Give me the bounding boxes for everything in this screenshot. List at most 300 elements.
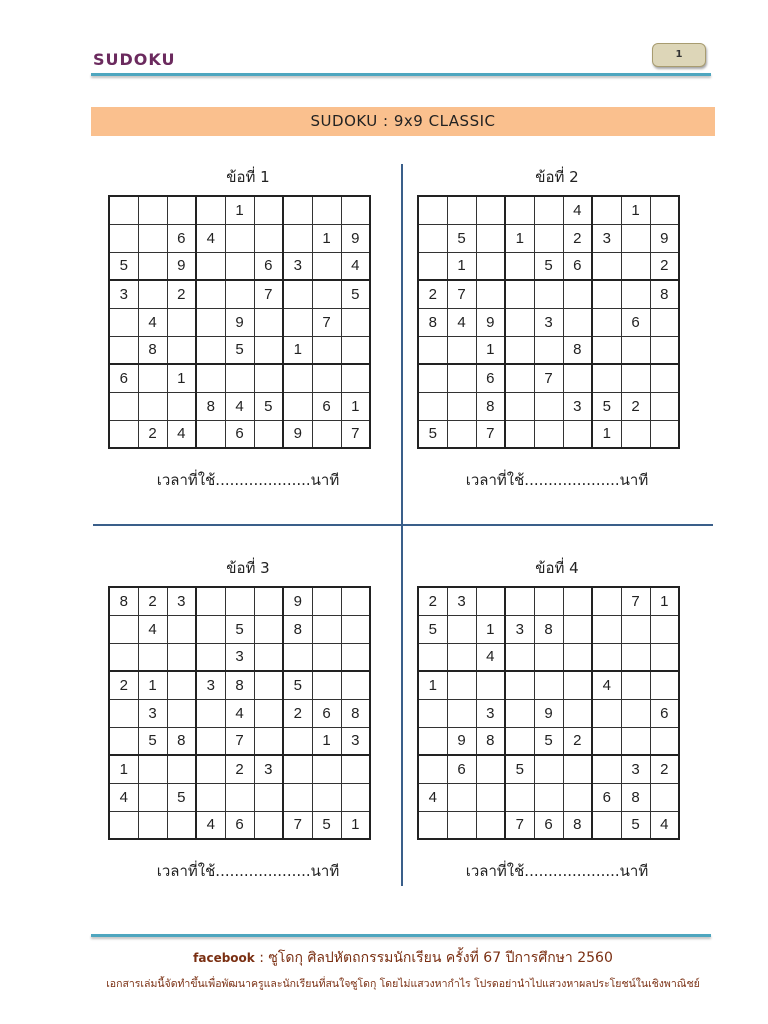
- grid-cell[interactable]: [476, 196, 505, 224]
- grid-cell[interactable]: [418, 224, 447, 252]
- grid-cell[interactable]: [196, 587, 225, 615]
- grid-cell[interactable]: [225, 224, 254, 252]
- grid-cell[interactable]: [283, 755, 312, 783]
- grid-cell[interactable]: [138, 783, 167, 811]
- grid-cell[interactable]: 7: [254, 280, 283, 308]
- grid-cell[interactable]: [225, 587, 254, 615]
- grid-cell[interactable]: 2: [621, 392, 650, 420]
- grid-cell[interactable]: [196, 755, 225, 783]
- grid-cell[interactable]: [476, 280, 505, 308]
- grid-cell[interactable]: 1: [341, 392, 370, 420]
- grid-cell[interactable]: [254, 671, 283, 699]
- grid-cell[interactable]: [167, 755, 196, 783]
- grid-cell[interactable]: [505, 699, 534, 727]
- grid-cell[interactable]: 8: [341, 699, 370, 727]
- grid-cell[interactable]: 6: [621, 308, 650, 336]
- grid-cell[interactable]: [476, 671, 505, 699]
- grid-cell[interactable]: [109, 224, 138, 252]
- grid-cell[interactable]: [505, 420, 534, 448]
- grid-cell[interactable]: 3: [341, 727, 370, 755]
- grid-cell[interactable]: [476, 587, 505, 615]
- grid-cell[interactable]: 3: [534, 308, 563, 336]
- grid-cell[interactable]: [592, 727, 621, 755]
- grid-cell[interactable]: 2: [650, 252, 679, 280]
- grid-cell[interactable]: [592, 811, 621, 839]
- grid-cell[interactable]: [341, 615, 370, 643]
- grid-cell[interactable]: [505, 727, 534, 755]
- grid-cell[interactable]: 5: [418, 420, 447, 448]
- grid-cell[interactable]: 9: [225, 308, 254, 336]
- grid-cell[interactable]: 2: [138, 587, 167, 615]
- grid-cell[interactable]: [534, 587, 563, 615]
- grid-cell[interactable]: [196, 420, 225, 448]
- grid-cell[interactable]: 5: [621, 811, 650, 839]
- grid-cell[interactable]: [505, 336, 534, 364]
- grid-cell[interactable]: [447, 336, 476, 364]
- grid-cell[interactable]: 6: [254, 252, 283, 280]
- grid-cell[interactable]: [109, 727, 138, 755]
- grid-cell[interactable]: 9: [283, 587, 312, 615]
- grid-cell[interactable]: [283, 783, 312, 811]
- grid-cell[interactable]: 4: [563, 196, 592, 224]
- grid-cell[interactable]: 5: [418, 615, 447, 643]
- grid-cell[interactable]: 2: [225, 755, 254, 783]
- grid-cell[interactable]: [621, 671, 650, 699]
- grid-cell[interactable]: [592, 196, 621, 224]
- grid-cell[interactable]: [254, 811, 283, 839]
- grid-cell[interactable]: 1: [225, 196, 254, 224]
- grid-cell[interactable]: [476, 755, 505, 783]
- grid-cell[interactable]: [592, 699, 621, 727]
- grid-cell[interactable]: [196, 308, 225, 336]
- grid-cell[interactable]: 2: [418, 280, 447, 308]
- grid-cell[interactable]: [167, 699, 196, 727]
- grid-cell[interactable]: 4: [138, 615, 167, 643]
- grid-cell[interactable]: 8: [563, 336, 592, 364]
- grid-cell[interactable]: [196, 196, 225, 224]
- grid-cell[interactable]: 3: [225, 643, 254, 671]
- grid-cell[interactable]: 5: [534, 252, 563, 280]
- grid-cell[interactable]: [254, 196, 283, 224]
- grid-cell[interactable]: 7: [505, 811, 534, 839]
- grid-cell[interactable]: 2: [563, 224, 592, 252]
- grid-cell[interactable]: 6: [109, 364, 138, 392]
- grid-cell[interactable]: [447, 420, 476, 448]
- grid-cell[interactable]: 4: [138, 308, 167, 336]
- grid-cell[interactable]: [592, 587, 621, 615]
- grid-cell[interactable]: [167, 308, 196, 336]
- grid-cell[interactable]: 5: [534, 727, 563, 755]
- grid-cell[interactable]: [650, 783, 679, 811]
- grid-cell[interactable]: [621, 615, 650, 643]
- grid-cell[interactable]: [563, 420, 592, 448]
- grid-cell[interactable]: [138, 224, 167, 252]
- grid-cell[interactable]: [167, 643, 196, 671]
- grid-cell[interactable]: [138, 252, 167, 280]
- grid-cell[interactable]: [621, 727, 650, 755]
- grid-cell[interactable]: [138, 755, 167, 783]
- grid-cell[interactable]: 8: [138, 336, 167, 364]
- grid-cell[interactable]: [341, 587, 370, 615]
- grid-cell[interactable]: [447, 811, 476, 839]
- grid-cell[interactable]: 8: [563, 811, 592, 839]
- grid-cell[interactable]: 8: [650, 280, 679, 308]
- grid-cell[interactable]: [650, 420, 679, 448]
- grid-cell[interactable]: [534, 196, 563, 224]
- grid-cell[interactable]: [447, 615, 476, 643]
- grid-cell[interactable]: [109, 392, 138, 420]
- grid-cell[interactable]: [476, 252, 505, 280]
- grid-cell[interactable]: [109, 643, 138, 671]
- grid-cell[interactable]: 1: [650, 587, 679, 615]
- grid-cell[interactable]: 4: [225, 699, 254, 727]
- grid-cell[interactable]: [418, 727, 447, 755]
- grid-cell[interactable]: 3: [476, 699, 505, 727]
- grid-cell[interactable]: [447, 783, 476, 811]
- grid-cell[interactable]: 3: [138, 699, 167, 727]
- grid-cell[interactable]: [283, 308, 312, 336]
- grid-cell[interactable]: [138, 643, 167, 671]
- grid-cell[interactable]: 1: [621, 196, 650, 224]
- grid-cell[interactable]: 6: [534, 811, 563, 839]
- grid-cell[interactable]: [283, 643, 312, 671]
- grid-cell[interactable]: 2: [563, 727, 592, 755]
- grid-cell[interactable]: 1: [447, 252, 476, 280]
- grid-cell[interactable]: [167, 196, 196, 224]
- grid-cell[interactable]: 3: [505, 615, 534, 643]
- grid-cell[interactable]: [312, 196, 341, 224]
- grid-cell[interactable]: 7: [447, 280, 476, 308]
- grid-cell[interactable]: [196, 783, 225, 811]
- grid-cell[interactable]: [109, 615, 138, 643]
- grid-cell[interactable]: [505, 196, 534, 224]
- grid-cell[interactable]: [592, 280, 621, 308]
- grid-cell[interactable]: [167, 615, 196, 643]
- grid-cell[interactable]: [534, 420, 563, 448]
- grid-cell[interactable]: 4: [225, 392, 254, 420]
- grid-cell[interactable]: [196, 336, 225, 364]
- grid-cell[interactable]: 4: [109, 783, 138, 811]
- grid-cell[interactable]: [621, 224, 650, 252]
- grid-cell[interactable]: 6: [225, 420, 254, 448]
- grid-cell[interactable]: [196, 280, 225, 308]
- grid-cell[interactable]: [167, 336, 196, 364]
- grid-cell[interactable]: [621, 643, 650, 671]
- grid-cell[interactable]: [563, 587, 592, 615]
- grid-cell[interactable]: [592, 615, 621, 643]
- grid-cell[interactable]: [341, 196, 370, 224]
- grid-cell[interactable]: 8: [418, 308, 447, 336]
- grid-cell[interactable]: 5: [283, 671, 312, 699]
- grid-cell[interactable]: [109, 699, 138, 727]
- grid-cell[interactable]: 5: [341, 280, 370, 308]
- grid-cell[interactable]: [621, 252, 650, 280]
- grid-cell[interactable]: [418, 252, 447, 280]
- grid-cell[interactable]: [341, 783, 370, 811]
- grid-cell[interactable]: [312, 755, 341, 783]
- grid-cell[interactable]: 9: [447, 727, 476, 755]
- grid-cell[interactable]: 5: [447, 224, 476, 252]
- grid-cell[interactable]: 9: [283, 420, 312, 448]
- grid-cell[interactable]: [563, 615, 592, 643]
- grid-cell[interactable]: 3: [196, 671, 225, 699]
- grid-cell[interactable]: [650, 308, 679, 336]
- grid-cell[interactable]: [447, 643, 476, 671]
- grid-cell[interactable]: [592, 643, 621, 671]
- grid-cell[interactable]: 6: [650, 699, 679, 727]
- grid-cell[interactable]: [476, 811, 505, 839]
- grid-cell[interactable]: 3: [592, 224, 621, 252]
- grid-cell[interactable]: [196, 615, 225, 643]
- grid-cell[interactable]: 4: [418, 783, 447, 811]
- grid-cell[interactable]: 3: [621, 755, 650, 783]
- grid-cell[interactable]: 9: [476, 308, 505, 336]
- grid-cell[interactable]: 3: [167, 587, 196, 615]
- grid-cell[interactable]: 5: [225, 615, 254, 643]
- grid-cell[interactable]: 3: [254, 755, 283, 783]
- grid-cell[interactable]: 4: [447, 308, 476, 336]
- grid-cell[interactable]: [563, 783, 592, 811]
- grid-cell[interactable]: 5: [505, 755, 534, 783]
- grid-cell[interactable]: [447, 364, 476, 392]
- grid-cell[interactable]: 5: [592, 392, 621, 420]
- grid-cell[interactable]: [563, 755, 592, 783]
- grid-cell[interactable]: 3: [283, 252, 312, 280]
- grid-cell[interactable]: [167, 392, 196, 420]
- grid-cell[interactable]: [563, 671, 592, 699]
- grid-cell[interactable]: [225, 783, 254, 811]
- grid-cell[interactable]: 8: [283, 615, 312, 643]
- grid-cell[interactable]: [534, 280, 563, 308]
- grid-cell[interactable]: 3: [109, 280, 138, 308]
- grid-cell[interactable]: [312, 671, 341, 699]
- grid-cell[interactable]: 6: [592, 783, 621, 811]
- grid-cell[interactable]: 8: [476, 727, 505, 755]
- grid-cell[interactable]: [592, 364, 621, 392]
- grid-cell[interactable]: 1: [476, 336, 505, 364]
- grid-cell[interactable]: 5: [312, 811, 341, 839]
- grid-cell[interactable]: [592, 755, 621, 783]
- grid-cell[interactable]: [447, 671, 476, 699]
- grid-cell[interactable]: [283, 392, 312, 420]
- grid-cell[interactable]: 8: [476, 392, 505, 420]
- grid-cell[interactable]: [592, 336, 621, 364]
- grid-cell[interactable]: [505, 364, 534, 392]
- grid-cell[interactable]: [650, 727, 679, 755]
- grid-cell[interactable]: 1: [418, 671, 447, 699]
- grid-cell[interactable]: [534, 392, 563, 420]
- grid-cell[interactable]: [650, 671, 679, 699]
- grid-cell[interactable]: 1: [283, 336, 312, 364]
- grid-cell[interactable]: [254, 699, 283, 727]
- grid-cell[interactable]: 9: [341, 224, 370, 252]
- grid-cell[interactable]: [592, 308, 621, 336]
- grid-cell[interactable]: [312, 783, 341, 811]
- grid-cell[interactable]: [447, 196, 476, 224]
- grid-cell[interactable]: 5: [109, 252, 138, 280]
- grid-cell[interactable]: 9: [534, 699, 563, 727]
- grid-cell[interactable]: 1: [592, 420, 621, 448]
- grid-cell[interactable]: [254, 364, 283, 392]
- grid-cell[interactable]: 7: [283, 811, 312, 839]
- grid-cell[interactable]: 5: [254, 392, 283, 420]
- grid-cell[interactable]: [341, 336, 370, 364]
- grid-cell[interactable]: [196, 252, 225, 280]
- grid-cell[interactable]: 8: [534, 615, 563, 643]
- grid-cell[interactable]: [476, 224, 505, 252]
- grid-cell[interactable]: [196, 727, 225, 755]
- grid-cell[interactable]: [254, 587, 283, 615]
- grid-cell[interactable]: [254, 643, 283, 671]
- grid-cell[interactable]: [418, 699, 447, 727]
- grid-cell[interactable]: 2: [650, 755, 679, 783]
- grid-cell[interactable]: [283, 224, 312, 252]
- grid-cell[interactable]: [476, 783, 505, 811]
- grid-cell[interactable]: [283, 364, 312, 392]
- grid-cell[interactable]: 6: [167, 224, 196, 252]
- grid-cell[interactable]: [138, 811, 167, 839]
- grid-cell[interactable]: 9: [167, 252, 196, 280]
- grid-cell[interactable]: 4: [196, 224, 225, 252]
- grid-cell[interactable]: [650, 196, 679, 224]
- grid-cell[interactable]: [138, 364, 167, 392]
- grid-cell[interactable]: [341, 364, 370, 392]
- grid-cell[interactable]: [534, 671, 563, 699]
- grid-cell[interactable]: [534, 224, 563, 252]
- grid-cell[interactable]: [621, 364, 650, 392]
- grid-cell[interactable]: [196, 364, 225, 392]
- grid-cell[interactable]: 1: [138, 671, 167, 699]
- grid-cell[interactable]: 2: [167, 280, 196, 308]
- grid-cell[interactable]: [621, 336, 650, 364]
- grid-cell[interactable]: 4: [476, 643, 505, 671]
- grid-cell[interactable]: [505, 308, 534, 336]
- grid-cell[interactable]: [534, 783, 563, 811]
- grid-cell[interactable]: 1: [476, 615, 505, 643]
- grid-cell[interactable]: 7: [534, 364, 563, 392]
- grid-cell[interactable]: 7: [476, 420, 505, 448]
- grid-cell[interactable]: 7: [312, 308, 341, 336]
- grid-cell[interactable]: [283, 727, 312, 755]
- grid-cell[interactable]: [196, 699, 225, 727]
- grid-cell[interactable]: 9: [650, 224, 679, 252]
- grid-cell[interactable]: [138, 280, 167, 308]
- grid-cell[interactable]: [225, 280, 254, 308]
- grid-cell[interactable]: [563, 308, 592, 336]
- grid-cell[interactable]: [563, 699, 592, 727]
- grid-cell[interactable]: 4: [650, 811, 679, 839]
- grid-cell[interactable]: [341, 643, 370, 671]
- grid-cell[interactable]: [225, 364, 254, 392]
- grid-cell[interactable]: 1: [505, 224, 534, 252]
- grid-cell[interactable]: [418, 811, 447, 839]
- grid-cell[interactable]: [283, 196, 312, 224]
- grid-cell[interactable]: [418, 336, 447, 364]
- grid-cell[interactable]: [196, 643, 225, 671]
- grid-cell[interactable]: [254, 783, 283, 811]
- grid-cell[interactable]: 6: [563, 252, 592, 280]
- grid-cell[interactable]: 6: [225, 811, 254, 839]
- grid-cell[interactable]: 2: [109, 671, 138, 699]
- grid-cell[interactable]: [167, 671, 196, 699]
- grid-cell[interactable]: 6: [476, 364, 505, 392]
- grid-cell[interactable]: [534, 643, 563, 671]
- grid-cell[interactable]: 8: [621, 783, 650, 811]
- grid-cell[interactable]: [312, 643, 341, 671]
- grid-cell[interactable]: [650, 364, 679, 392]
- grid-cell[interactable]: 4: [167, 420, 196, 448]
- grid-cell[interactable]: [254, 727, 283, 755]
- grid-cell[interactable]: [109, 336, 138, 364]
- grid-cell[interactable]: [505, 252, 534, 280]
- grid-cell[interactable]: 2: [418, 587, 447, 615]
- grid-cell[interactable]: [225, 252, 254, 280]
- grid-cell[interactable]: [505, 392, 534, 420]
- grid-cell[interactable]: [592, 252, 621, 280]
- grid-cell[interactable]: [312, 615, 341, 643]
- grid-cell[interactable]: 1: [109, 755, 138, 783]
- grid-cell[interactable]: 1: [341, 811, 370, 839]
- grid-cell[interactable]: [312, 587, 341, 615]
- grid-cell[interactable]: [563, 643, 592, 671]
- grid-cell[interactable]: [650, 615, 679, 643]
- grid-cell[interactable]: [447, 392, 476, 420]
- grid-cell[interactable]: [109, 420, 138, 448]
- grid-cell[interactable]: [650, 336, 679, 364]
- grid-cell[interactable]: [138, 392, 167, 420]
- grid-cell[interactable]: [254, 420, 283, 448]
- grid-cell[interactable]: [138, 196, 167, 224]
- grid-cell[interactable]: 4: [341, 252, 370, 280]
- grid-cell[interactable]: [167, 811, 196, 839]
- grid-cell[interactable]: [650, 392, 679, 420]
- grid-cell[interactable]: [534, 336, 563, 364]
- grid-cell[interactable]: [621, 699, 650, 727]
- grid-cell[interactable]: [341, 308, 370, 336]
- grid-cell[interactable]: [621, 280, 650, 308]
- grid-cell[interactable]: 8: [109, 587, 138, 615]
- grid-cell[interactable]: [312, 364, 341, 392]
- grid-cell[interactable]: [109, 308, 138, 336]
- grid-cell[interactable]: 1: [312, 224, 341, 252]
- grid-cell[interactable]: [418, 643, 447, 671]
- grid-cell[interactable]: [650, 643, 679, 671]
- grid-cell[interactable]: [621, 420, 650, 448]
- grid-cell[interactable]: 7: [621, 587, 650, 615]
- grid-cell[interactable]: [505, 671, 534, 699]
- grid-cell[interactable]: [341, 671, 370, 699]
- grid-cell[interactable]: 4: [592, 671, 621, 699]
- grid-cell[interactable]: [505, 587, 534, 615]
- grid-cell[interactable]: 4: [196, 811, 225, 839]
- grid-cell[interactable]: 6: [312, 392, 341, 420]
- grid-cell[interactable]: 8: [167, 727, 196, 755]
- grid-cell[interactable]: 8: [225, 671, 254, 699]
- grid-cell[interactable]: [505, 280, 534, 308]
- grid-cell[interactable]: [418, 755, 447, 783]
- grid-cell[interactable]: [563, 280, 592, 308]
- grid-cell[interactable]: [505, 783, 534, 811]
- grid-cell[interactable]: 7: [341, 420, 370, 448]
- grid-cell[interactable]: [534, 755, 563, 783]
- grid-cell[interactable]: [563, 364, 592, 392]
- grid-cell[interactable]: 7: [225, 727, 254, 755]
- grid-cell[interactable]: [109, 811, 138, 839]
- grid-cell[interactable]: 1: [312, 727, 341, 755]
- grid-cell[interactable]: 2: [283, 699, 312, 727]
- grid-cell[interactable]: [254, 308, 283, 336]
- grid-cell[interactable]: 3: [447, 587, 476, 615]
